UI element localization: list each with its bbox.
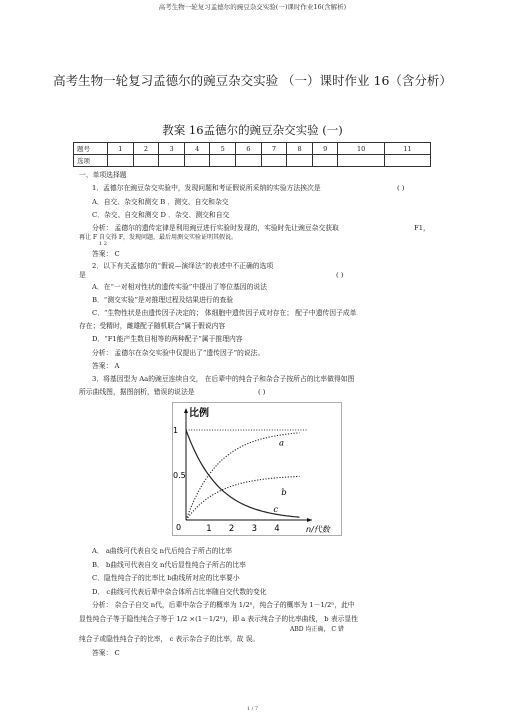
- question-3-analysis-cont: 显性纯合子等于隐性纯合子等于 1/2 ×(1－1/2ⁿ)，即 a 表示纯合子的比率曲线， b 表示显性: [79, 615, 359, 623]
- question-number-cell: 9: [312, 143, 338, 155]
- question-3-option-a: A． a曲线可代表自交 n代后纯合子所占的比率: [92, 547, 233, 555]
- question-2-analysis: 分析： 孟德尔在杂交实验中仅提出了“遗传因子”的说法。: [92, 349, 265, 357]
- question-number-cell: 5: [210, 143, 236, 155]
- question-1-options-cd: C．杂交、自交和测交 D ．杂交、测交和自交: [92, 211, 230, 219]
- chart-frame: [173, 403, 342, 536]
- answer-cell: [184, 155, 210, 167]
- question-2-answer: 答案： A: [92, 362, 120, 370]
- question-2-option-a: A．在“一对相对性状的遗传实验”中提出了等位基因的说法: [92, 283, 267, 291]
- question-3-option-d: D． c曲线可代表后辈中杂合体所占比率随自交代数的变化: [92, 588, 267, 596]
- y-tick-label: 0.5: [173, 471, 186, 480]
- series-b-curve: [186, 476, 300, 520]
- series-label-a: a: [279, 438, 285, 449]
- document-title: 高考生物一轮复习孟德尔的豌豆杂交实验 （一）课时作业 16（含分析）: [53, 73, 452, 88]
- page-number: 1 / 7: [246, 706, 259, 712]
- chart-title: 比例: [189, 408, 209, 419]
- question-2-option-c-cont: 存在；受精时，雌雄配子随机联合”属于假说内容: [79, 322, 226, 330]
- answer-cell: [261, 155, 287, 167]
- chart-series: [186, 430, 308, 520]
- x-tick-label: 1: [206, 524, 212, 534]
- answer-table-header-row: [74, 143, 431, 155]
- question-2-option-c: C．“生物性状是由遗传因子决定的； 体细胞中遗传因子成对存在； 配子中遗传因子成单: [92, 309, 357, 317]
- answer-cell: [384, 155, 430, 167]
- document-subtitle: 教案 16孟德尔的豌豆杂交实验 (一): [162, 123, 343, 137]
- x-tick-label: 4: [274, 524, 280, 534]
- series-label-c: c: [273, 504, 279, 515]
- question-1-stem: 1．孟德尔在豌豆杂交实验中，发现问题和考证假说所采纳的实验方法挨次是: [92, 184, 321, 192]
- answer-cell: [338, 155, 384, 167]
- answer-cell: [159, 155, 185, 167]
- series-label-b: b: [281, 487, 287, 498]
- answer-cell: [133, 155, 159, 167]
- question-3-option-b: B． b曲线可代表自交 n代后显性纯合子所占的比率: [92, 561, 246, 569]
- x-axis-label: n/代数: [306, 525, 330, 534]
- question-2-option-b: B．“测交实验”是对推理过程及结果进行的查验: [92, 296, 234, 304]
- ratio-line-chart: [172, 402, 342, 536]
- answer-cell: [236, 155, 262, 167]
- page-header: 高考生物一轮复习孟德尔的豌豆杂交实验(一)课时作业16(含解析): [158, 3, 347, 11]
- answer-cell: [210, 155, 236, 167]
- answer-cell: [312, 155, 338, 167]
- x-axis-arrow: [307, 518, 312, 522]
- question-3-paren: ( ): [258, 388, 266, 396]
- question-number-cell: 1: [108, 143, 134, 155]
- y-axis-arrow: [184, 408, 188, 413]
- origin-label: 0: [176, 523, 182, 532]
- question-number-cell: 3: [159, 143, 185, 155]
- question-number-cell: 7: [261, 143, 287, 155]
- question-3-answer: 答案： C: [92, 649, 120, 657]
- section-heading: 一、单项选择题: [79, 171, 127, 179]
- answer-table: [73, 142, 431, 167]
- question-number-cell: 11: [384, 143, 430, 155]
- question-2-option-d: D．“F1能产生数目相等的两种配子”属于推理内容: [92, 335, 243, 343]
- question-number-cell: 10: [338, 143, 384, 155]
- x-tick-label: 2: [228, 524, 235, 534]
- question-2-stem: 2．以下有关孟德尔的“假说—演绎法”的表述中不正确的选项: [92, 262, 274, 270]
- y-tick-label: 1: [173, 426, 179, 435]
- question-1-paren: ( ): [397, 184, 405, 192]
- answer-table-row-label: 题号: [74, 143, 108, 155]
- answer-table-row-label: 选项: [74, 155, 108, 167]
- question-3-analysis: 分析： 杂合子自交 n代，后辈中杂合子的概率为 1/2ⁿ，纯合子的概率为 1－1/2ⁿ，此中: [92, 601, 355, 609]
- question-1-options-ab: A．自交、杂交和测交 B ．测交、自交和杂交: [92, 198, 229, 206]
- question-number-cell: 2: [133, 143, 159, 155]
- question-number-cell: 4: [184, 143, 210, 155]
- question-1-analysis: 分析： 孟德尔的遗传定律是利用豌豆进行实验时发现的，实验时先让豌豆杂交获取: [92, 224, 339, 232]
- question-3-analysis-abd: ABD 均正确， C 错: [290, 626, 344, 633]
- question-1-subscripts: 1 2: [99, 241, 107, 247]
- x-tick-label: 3: [251, 524, 257, 534]
- question-1-analysis-f1: F1，: [414, 224, 430, 232]
- question-3-analysis-end: 纯合子或隐性纯合子的比率， c 表示杂合子的比率，故 误。: [79, 635, 260, 643]
- answer-cell: [108, 155, 134, 167]
- question-3-option-c: C．隐性纯合子的比率比 b曲线所对应的比率要小: [92, 574, 240, 582]
- question-3-stem-cont: 所示曲线图，据图剖析，错误的说法是: [79, 388, 195, 396]
- question-2-paren: ( ): [336, 271, 344, 279]
- answer-table-option-row: [74, 155, 431, 167]
- answer-cell: [287, 155, 313, 167]
- question-2-stem-cont: 是: [79, 271, 86, 279]
- question-1-answer: 答案： C: [92, 250, 120, 258]
- question-number-cell: 8: [287, 143, 313, 155]
- question-3-stem: 3．将基因型为 Aa的豌豆连续自交， 在后辈中的纯合子和杂合子按所占的比率做得如图: [92, 375, 355, 383]
- question-1-analysis-cont: 再让 F 自交得 F，发现问题，最后用测交实验证明其假说。: [79, 234, 238, 241]
- chart-axes: [173, 403, 342, 536]
- question-number-cell: 6: [236, 143, 262, 155]
